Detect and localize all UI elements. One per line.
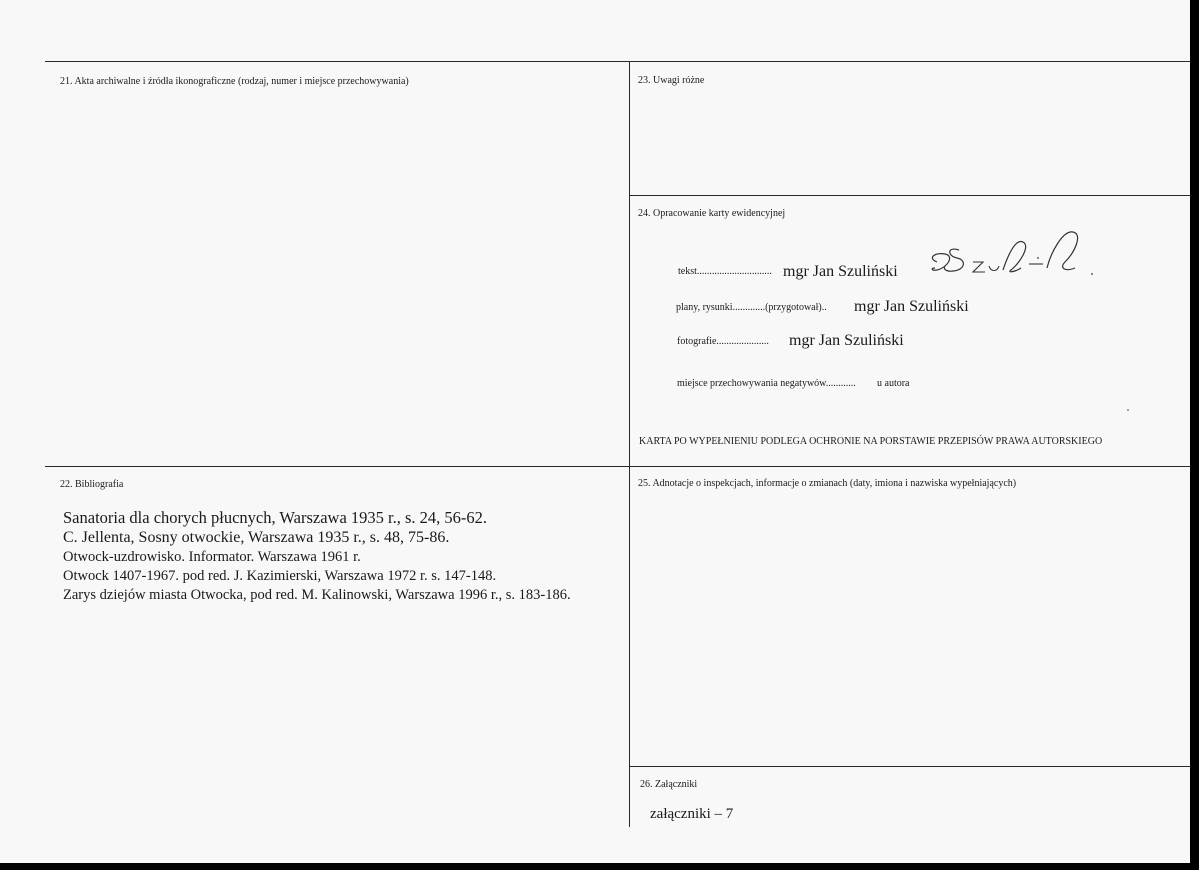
rule-25-26 — [629, 766, 1190, 767]
tekst-label: tekst.............................. — [678, 266, 772, 277]
section-23-label: 23. Uwagi różne — [638, 75, 705, 86]
foto-value: mgr Jan Szuliński — [789, 332, 904, 349]
foto-label: fotografie..................... — [677, 336, 769, 347]
scan-border-bottom — [0, 863, 1199, 870]
negatywy-value: u autora — [877, 378, 910, 389]
author-signature — [925, 228, 1100, 288]
tekst-value: mgr Jan Szuliński — [783, 263, 898, 280]
rule-23-24 — [629, 195, 1190, 196]
section-24-label: 24. Opracowanie karty ewidencyjnej — [638, 208, 786, 219]
speck — [1127, 409, 1129, 411]
section-21-label: 21. Akta archiwalne i źródła ikonograficzne (rodzaj, numer i miejsce przechowywania) — [60, 76, 409, 87]
copyright-notice: KARTA PO WYPEŁNIENIU PODLEGA OCHRONIE NA PORSTAWIE PRZEPISÓW PRAWA AUTORSKIEGO — [639, 436, 1103, 447]
column-divider — [629, 61, 630, 827]
section-25-label: 25. Adnotacje o inspekcjach, informacje o zmianach (daty, imiona i nazwiska wypełniających) — [638, 478, 1017, 489]
plany-value: mgr Jan Szuliński — [854, 298, 969, 315]
top-rule — [45, 61, 1190, 62]
attachments-value: załączniki – 7 — [650, 806, 734, 822]
scan-border-right — [1190, 0, 1199, 870]
negatywy-label: miejsce przechowywania negatywów............ — [677, 378, 856, 389]
plany-label: plany, rysunki.............(przygotował).. — [676, 302, 827, 313]
section-22-label: 22. Bibliografia — [60, 479, 124, 490]
section-26-label: 26. Załączniki — [640, 779, 698, 790]
bibliography-entry: Otwock 1407-1967. pod red. J. Kazimierski, Warszawa 1972 r. s. 147-148. — [63, 568, 497, 584]
bibliography-entry: Zarys dziejów miasta Otwocka, pod red. M. Kalinowski, Warszawa 1996 r., s. 183-186. — [63, 587, 571, 603]
bibliography-entry: Otwock-uzdrowisko. Informator. Warszawa 1961 r. — [63, 549, 361, 565]
bibliography-entry: C. Jellenta, Sosny otwockie, Warszawa 1935 r., s. 48, 75-86. — [63, 529, 450, 546]
bibliography-entry: Sanatoria dla chorych płucnych, Warszawa 1935 r., s. 24, 56-62. — [63, 508, 488, 527]
middle-rule — [45, 466, 1190, 467]
bibliography-list — [63, 507, 571, 605]
